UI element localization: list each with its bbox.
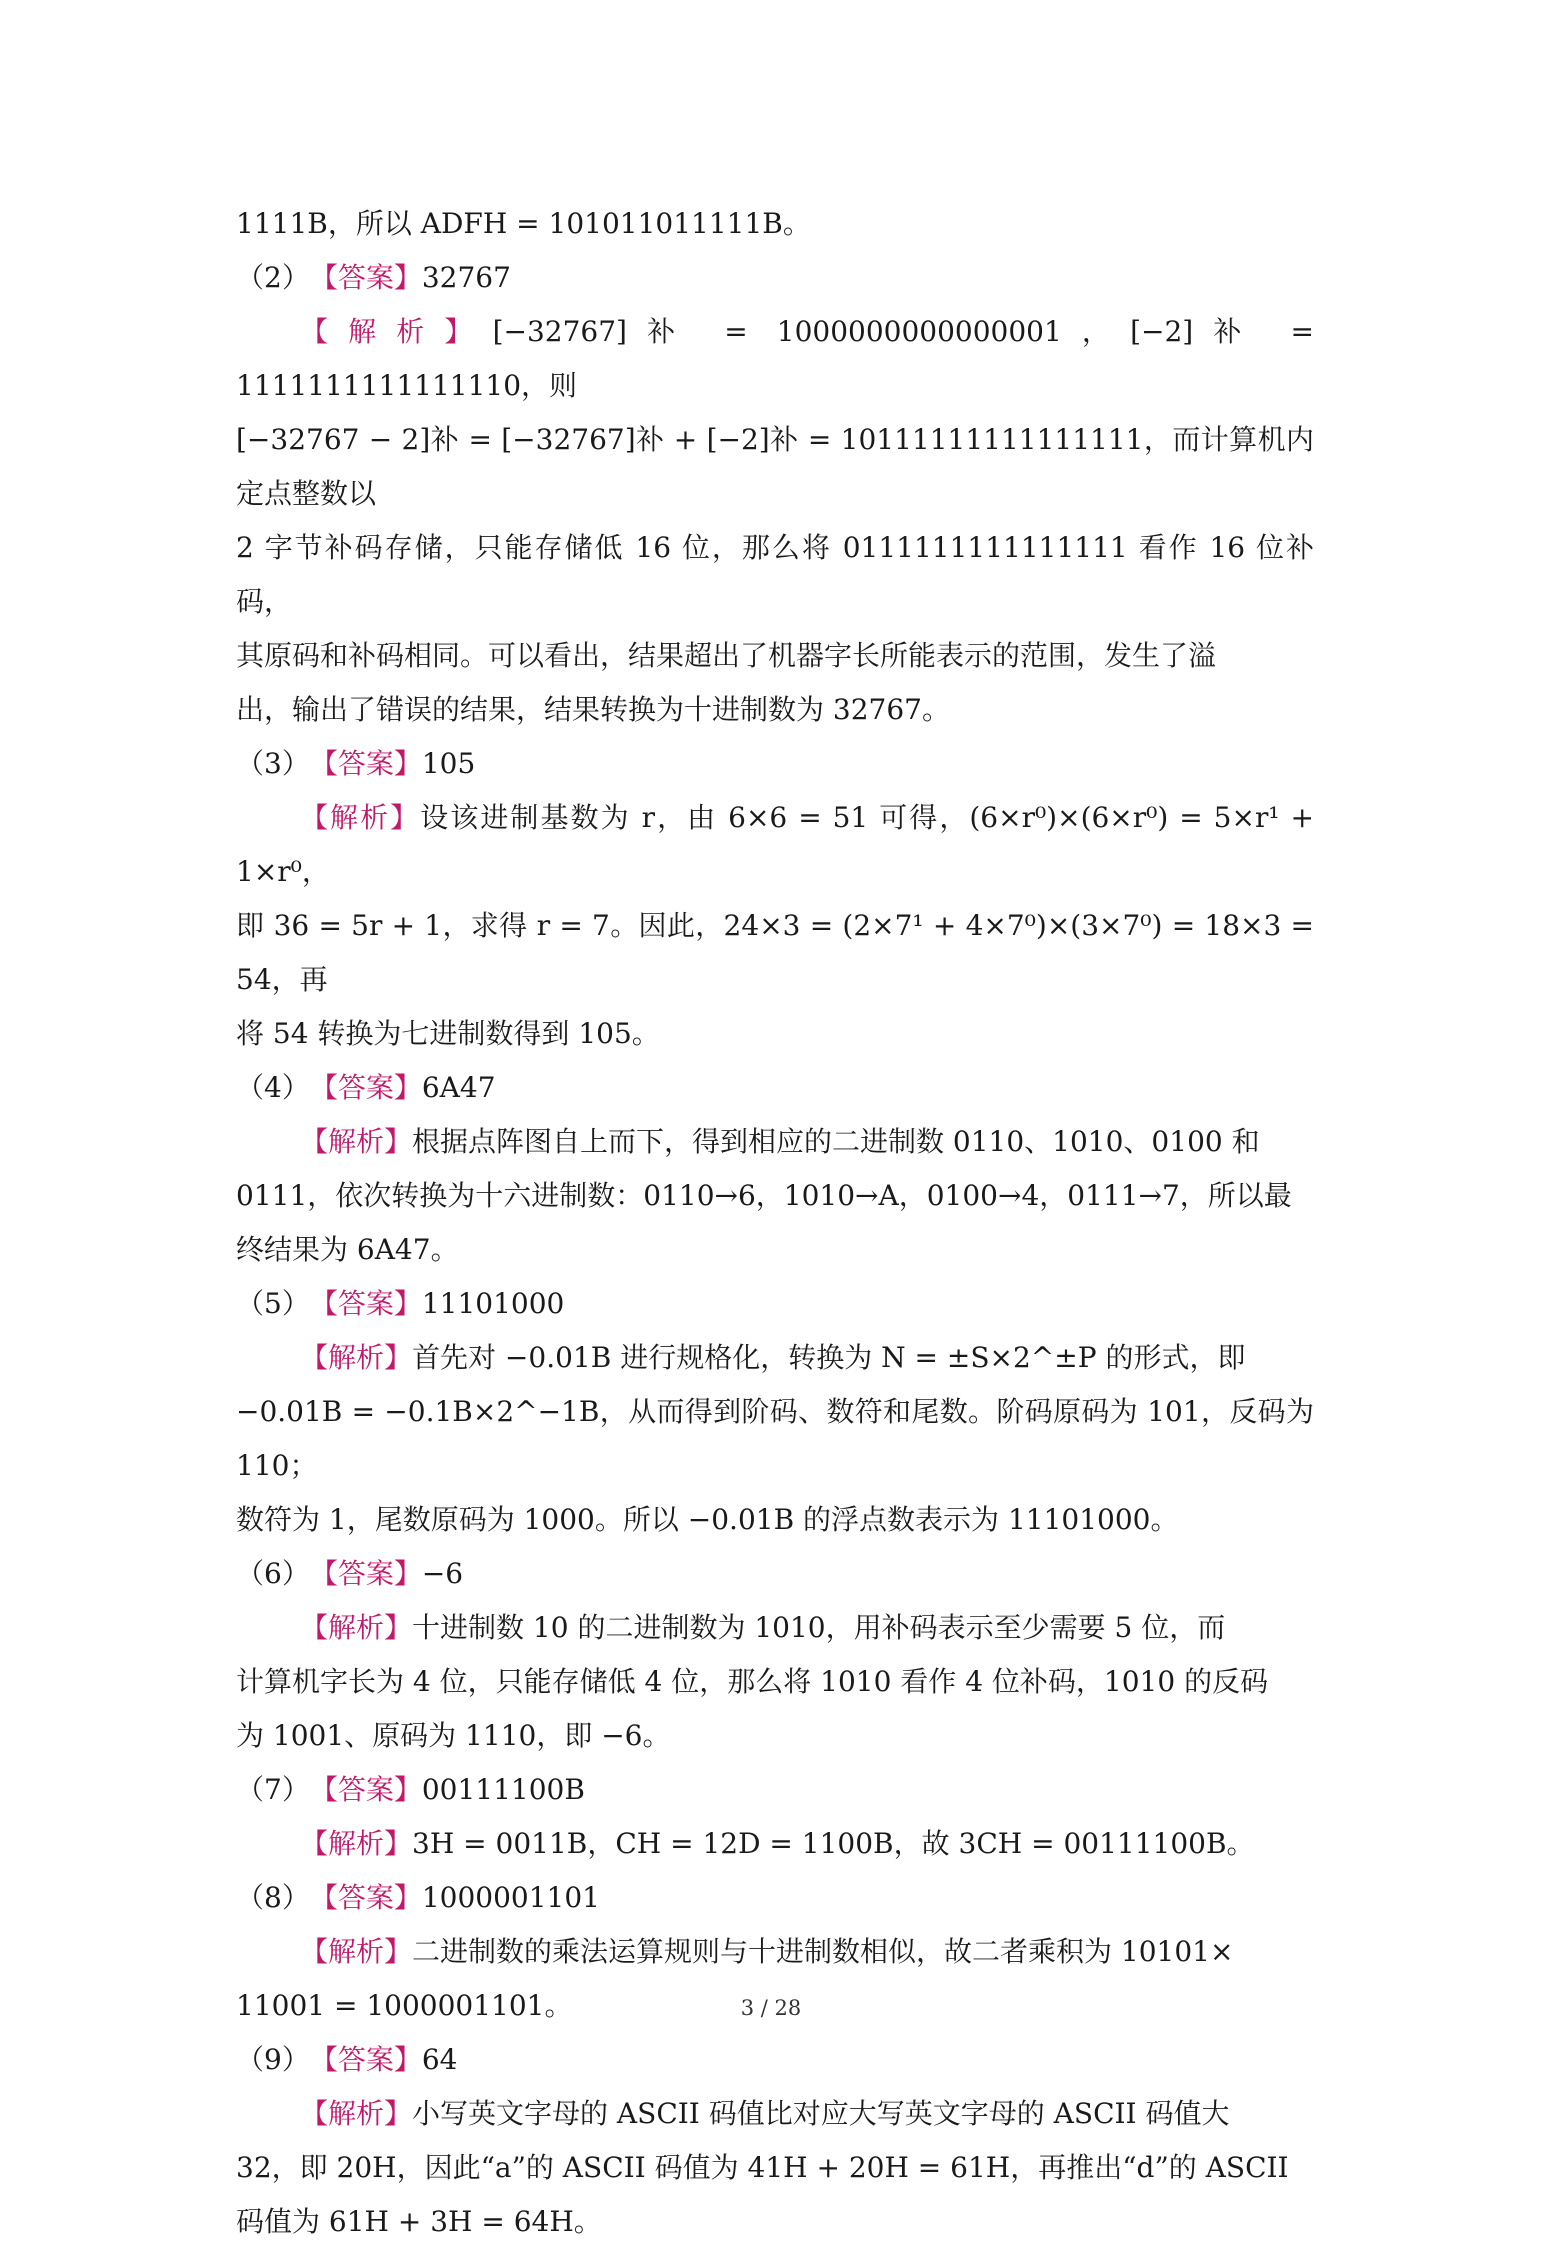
continued-line: 1111B，所以 ADFH = 101011011111B。 xyxy=(236,207,811,240)
answer-line xyxy=(236,1061,1314,1115)
analysis-text: 十进制数 10 的二进制数为 1010，用补码表示至少需要 5 位，而 xyxy=(412,1611,1226,1644)
analysis-text: 计算机字长为 4 位，只能存储低 4 位，那么将 1010 看作 4 位补码，1010 的反码 xyxy=(236,1665,1269,1698)
page-number: 3 / 28 xyxy=(740,1996,802,2020)
analysis-text: 终结果为 6A47。 xyxy=(236,1233,459,1266)
answer-item xyxy=(236,1061,1314,1277)
answer-item xyxy=(236,2033,1314,2249)
answer-line xyxy=(236,737,1314,791)
answer-tag: 【答案】 xyxy=(309,1773,422,1806)
analysis-line xyxy=(236,1223,1314,1277)
analysis-line xyxy=(236,2087,1314,2141)
answer-line xyxy=(236,1763,1314,1817)
answer-item xyxy=(236,251,1314,737)
answer-value: 1000001101 xyxy=(421,1881,600,1914)
analysis-line xyxy=(236,791,1314,899)
answer-content xyxy=(236,197,1314,2249)
analysis-text: 为 1001、原码为 1110，即 −6。 xyxy=(236,1719,671,1752)
answer-value: 6A47 xyxy=(421,1071,496,1104)
analysis-text: 即 36 = 5r + 1，求得 r = 7。因此，24×3 = (2×7¹ + 4×7⁰)×(3×7⁰) = 18×3 = 54，再 xyxy=(236,909,1314,996)
answer-line xyxy=(236,251,1314,305)
analysis-line xyxy=(236,1493,1314,1547)
answer-tag: 【答案】 xyxy=(309,1287,422,1320)
answer-tag: 【答案】 xyxy=(309,1881,422,1914)
answer-line xyxy=(236,1871,1314,1925)
analysis-text: 二进制数的乘法运算规则与十进制数相似，故二者乘积为 10101× xyxy=(412,1935,1234,1968)
analysis-line xyxy=(236,1925,1314,1979)
question-number: （5） xyxy=(236,1287,310,1320)
analysis-text: 设该进制基数为 r，由 6×6 = 51 可得，(6×r⁰)×(6×r⁰) = 5×r¹ + 1×r⁰， xyxy=(236,801,1314,888)
analysis-line xyxy=(236,413,1314,521)
answer-value: −6 xyxy=(421,1557,464,1590)
analysis-text: 数符为 1，尾数原码为 1000。所以 −0.01B 的浮点数表示为 11101000。 xyxy=(236,1503,1179,1536)
analysis-line xyxy=(236,629,1314,683)
analysis-line xyxy=(236,521,1314,629)
analysis-line xyxy=(236,1601,1314,1655)
analysis-text: [−32767 − 2]补 = [−32767]补 + [−2]补 = 10111111111111111，而计算机内定点整数以 xyxy=(236,423,1314,510)
analysis-line xyxy=(236,2141,1314,2195)
analysis-line xyxy=(236,305,1314,413)
analysis-line xyxy=(236,1115,1314,1169)
analysis-text: 2 字节补码存储，只能存储低 16 位，那么将 0111111111111111 看作 16 位补码， xyxy=(236,531,1314,618)
answer-value: 64 xyxy=(421,2043,458,2076)
answer-item xyxy=(236,1277,1314,1547)
question-number: （7） xyxy=(236,1773,310,1806)
analysis-line xyxy=(236,1817,1314,1871)
analysis-line xyxy=(236,683,1314,737)
analysis-text: 码值为 61H + 3H = 64H。 xyxy=(236,2205,602,2238)
analysis-tag: 【解析】 xyxy=(300,801,421,834)
answer-line xyxy=(236,2033,1314,2087)
answer-item xyxy=(236,737,1314,1061)
answer-tag: 【答案】 xyxy=(309,261,422,294)
answer-tag: 【答案】 xyxy=(309,1071,422,1104)
analysis-tag: 【解析】 xyxy=(300,315,493,348)
question-number: （2） xyxy=(236,261,310,294)
answer-list xyxy=(236,251,1314,2249)
question-number: （9） xyxy=(236,2043,310,2076)
answer-item xyxy=(236,1763,1314,1871)
analysis-text: 首先对 −0.01B 进行规格化，转换为 N = ±S×2^±P 的形式，即 xyxy=(412,1341,1246,1374)
analysis-tag: 【解析】 xyxy=(300,1341,413,1374)
analysis-line xyxy=(236,1331,1314,1385)
analysis-line xyxy=(236,1385,1314,1493)
analysis-text: −0.01B = −0.1B×2^−1B，从而得到阶码、数符和尾数。阶码原码为 101，反码为 110； xyxy=(236,1395,1314,1482)
answer-value: 11101000 xyxy=(421,1287,565,1320)
analysis-text: [−32767]补 = 1000000000000001，[−2]补 = 1111111111111110，则 xyxy=(236,315,1314,402)
analysis-tag: 【解析】 xyxy=(300,2097,413,2130)
analysis-line xyxy=(236,1709,1314,1763)
answer-value: 32767 xyxy=(421,261,511,294)
question-number: （8） xyxy=(236,1881,310,1914)
analysis-line xyxy=(236,1007,1314,1061)
analysis-text: 11001 = 1000001101。 xyxy=(236,1989,573,2022)
analysis-tag: 【解析】 xyxy=(300,1611,413,1644)
analysis-line xyxy=(236,1655,1314,1709)
analysis-line xyxy=(236,899,1314,1007)
answer-value: 105 xyxy=(421,747,476,780)
analysis-tag: 【解析】 xyxy=(300,1125,413,1158)
analysis-line xyxy=(236,2195,1314,2249)
answer-tag: 【答案】 xyxy=(309,2043,422,2076)
answer-line xyxy=(236,1547,1314,1601)
analysis-text: 其原码和补码相同。可以看出，结果超出了机器字长所能表示的范围，发生了溢 xyxy=(236,639,1217,672)
answer-value: 00111100B xyxy=(421,1773,585,1806)
question-number: （4） xyxy=(236,1071,310,1104)
analysis-text: 3H = 0011B，CH = 12D = 1100B，故 3CH = 00111100B。 xyxy=(412,1827,1255,1860)
answer-tag: 【答案】 xyxy=(309,1557,422,1590)
answer-item xyxy=(236,1547,1314,1763)
analysis-tag: 【解析】 xyxy=(300,1827,413,1860)
answer-tag: 【答案】 xyxy=(309,747,422,780)
analysis-tag: 【解析】 xyxy=(300,1935,413,1968)
analysis-text: 0111，依次转换为十六进制数：0110→6，1010→A，0100→4，0111→7，所以最 xyxy=(236,1179,1292,1212)
analysis-text: 将 54 转换为七进制数得到 105。 xyxy=(236,1017,660,1050)
analysis-line xyxy=(236,1169,1314,1223)
analysis-text: 32，即 20H，因此“a”的 ASCII 码值为 41H + 20H = 61H，再推出“d”的 ASCII xyxy=(236,2151,1289,2184)
analysis-text: 出，输出了错误的结果，结果转换为十进制数为 32767。 xyxy=(236,693,950,726)
analysis-text: 小写英文字母的 ASCII 码值比对应大写英文字母的 ASCII 码值大 xyxy=(412,2097,1230,2130)
question-number: （3） xyxy=(236,747,310,780)
analysis-text: 根据点阵图自上而下，得到相应的二进制数 0110、1010、0100 和 xyxy=(412,1125,1260,1158)
question-number: （6） xyxy=(236,1557,310,1590)
answer-line xyxy=(236,1277,1314,1331)
